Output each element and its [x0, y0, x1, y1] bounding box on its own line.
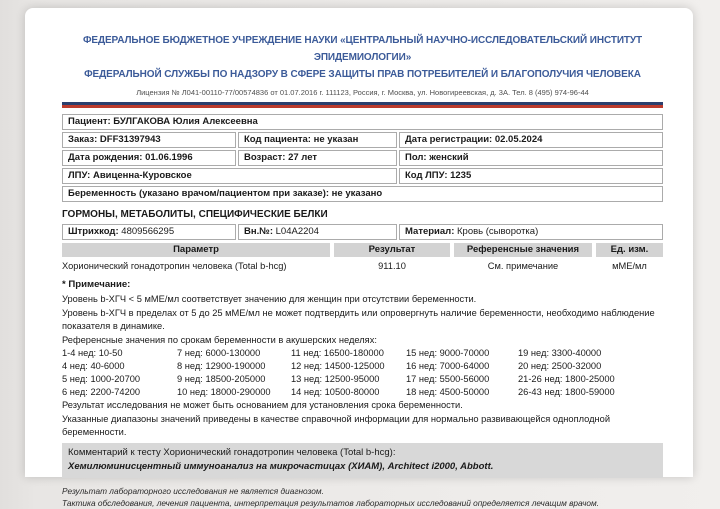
- result-row: [62, 260, 663, 272]
- week-cell: 14 нед: 10500-80000: [291, 387, 380, 397]
- lpu-cell: ЛПУ: Авиценна-Куровское: [62, 168, 397, 184]
- patient-cell: Пациент: БУЛГАКОВА Юлия Алексеевна: [62, 114, 663, 130]
- header-result: Результат: [334, 243, 450, 257]
- week-cell: 8 нед: 12900-190000: [177, 361, 266, 371]
- note-line: Уровень b-ХГЧ < 5 мМЕ/мл соответствует значению для женщин при отсутствии беременности.: [62, 294, 477, 304]
- patient-code-cell: Код пациента: не указан: [238, 132, 397, 148]
- result-value: 911.10: [378, 261, 406, 271]
- week-cell: 4 нед: 40-6000: [62, 361, 125, 371]
- week-cell: 6 нед: 2200-74200: [62, 387, 141, 397]
- comment-title: Комментарий к тесту Хорионический гонадотропин человека (Total b-hcg):: [68, 446, 396, 458]
- barcode-cell: [62, 224, 236, 240]
- comment-method: Хемилюминисцентный иммуноанализ на микрочастицах (ХИАМ), Architect i2000, Abbott.: [68, 460, 494, 472]
- week-cell: 15 нед: 9000-70000: [406, 348, 490, 358]
- week-cell: 26-43 нед: 1800-59000: [518, 387, 615, 397]
- header-parameter: Параметр: [62, 243, 330, 257]
- section-title: ГОРМОНЫ, МЕТАБОЛИТЫ, СПЕЦИФИЧЕСКИЕ БЕЛКИ: [62, 209, 328, 220]
- result-parameter: Хорионический гонадотропин человека (Total b-hcg): [62, 261, 287, 271]
- result-reference: См. примечание: [487, 261, 559, 271]
- pregnancy-cell: Беременность (указано врачом/пациентом при заказе): не указано: [62, 186, 663, 202]
- barcode-value: 4809566295: [121, 226, 175, 237]
- registration-date-cell: Дата регистрации: 02.05.2024: [399, 132, 663, 148]
- week-cell: 20 нед: 2500-32000: [518, 361, 602, 371]
- note-after-line: Результат исследования не может быть основанием для установления срока беременности.: [62, 400, 463, 410]
- disclaimer-line: Тактика обследования, лечения пациента, интерпретация результатов лабораторных исследований определяется лечащим врачом.: [62, 497, 600, 508]
- sample-info-row: [62, 224, 663, 240]
- week-cell: 16 нед: 7000-64000: [406, 361, 490, 371]
- week-cell: 1-4 нед: 10-50: [62, 348, 123, 358]
- patient-info-table: [62, 114, 663, 202]
- material-cell: [399, 224, 663, 240]
- barcode-label: Штрихкод:: [68, 226, 119, 237]
- week-cell: 19 нед: 3300-40000: [518, 348, 602, 358]
- results-table-header: [62, 243, 663, 257]
- internal-number-label: Вн.№:: [244, 226, 273, 237]
- org-header: [62, 32, 663, 108]
- birth-date-cell: Дата рождения: 01.06.1996: [62, 150, 236, 166]
- header-unit: Ед. изм.: [596, 243, 663, 257]
- disclaimer-block: [62, 485, 663, 509]
- sex-cell: Пол: женский: [399, 150, 663, 166]
- test-comment-block: [62, 443, 663, 478]
- order-cell: Заказ: DFF31397943: [62, 132, 236, 148]
- material-value: Кровь (сыворотка): [457, 226, 539, 237]
- org-name-line1: ФЕДЕРАЛЬНОЕ БЮДЖЕТНОЕ УЧРЕЖДЕНИЕ НАУКИ «ЦЕНТРАЛЬНЫЙ НАУЧНО-ИССЛЕДОВАТЕЛЬСКИЙ ИНСТИТУТ ЭПИДЕМИОЛОГИИ»: [82, 35, 643, 63]
- document-page: [25, 8, 693, 508]
- week-cell: 5 нед: 1000-20700: [62, 374, 141, 384]
- note-line: Уровень b-ХГЧ в пределах от 5 до 25 мМЕ/мл не может подтвердить или опровергнуть наличие беременности, необходимо наблюдение показателя в динамике.: [62, 307, 655, 331]
- week-cell: 12 нед: 14500-125000: [291, 361, 385, 371]
- age-cell: Возраст: 27 лет: [238, 150, 397, 166]
- flag-divider: [62, 102, 663, 108]
- header-reference: Референсные значения: [454, 243, 592, 257]
- week-cell: 9 нед: 18500-205000: [177, 374, 266, 384]
- note-title: * Примечание:: [62, 279, 131, 290]
- week-cell: 13 нед: 12500-95000: [291, 374, 380, 384]
- weeks-reference-table: [62, 347, 663, 399]
- org-name-line2: ФЕДЕРАЛЬНОЙ СЛУЖБЫ ПО НАДЗОРУ В СФЕРЕ ЗАЩИТЫ ПРАВ ПОТРЕБИТЕЛЕЙ И БЛАГОПОЛУЧИЯ ЧЕЛОВЕКА: [84, 69, 641, 80]
- lpu-code-cell: Код ЛПУ: 1235: [399, 168, 663, 184]
- week-cell: 21-26 нед: 1800-25000: [518, 374, 615, 384]
- result-unit: мМЕ/мл: [612, 261, 647, 271]
- week-cell: 18 нед: 4500-50000: [406, 387, 490, 397]
- material-label: Материал:: [405, 226, 455, 237]
- note-after-line: Указанные диапазоны значений приведены в качестве справочной информации для нормально развивающейся одноплодной беременности.: [62, 413, 611, 437]
- note-line: Референсные значения по срокам беременности в акушерских неделях:: [62, 334, 377, 345]
- internal-number-cell: [238, 224, 397, 240]
- internal-number-value: L04A2204: [275, 226, 319, 237]
- license-line: Лицензия № Л041-00110-77/00574836 от 01.07.2016 г. 111123, Россия, г. Москва, ул. Новогиреевская, д. 3А. Тел. 8 (495) 974-96-44: [136, 88, 589, 97]
- week-cell: 17 нед: 5500-56000: [406, 374, 490, 384]
- week-cell: 10 нед: 18000-290000: [177, 387, 271, 397]
- disclaimer-line: Результат лабораторного исследования не является диагнозом.: [62, 485, 324, 496]
- week-cell: 7 нед: 6000-130000: [177, 348, 261, 358]
- week-cell: 11 нед: 16500-180000: [291, 348, 384, 358]
- note-lines: [62, 293, 663, 347]
